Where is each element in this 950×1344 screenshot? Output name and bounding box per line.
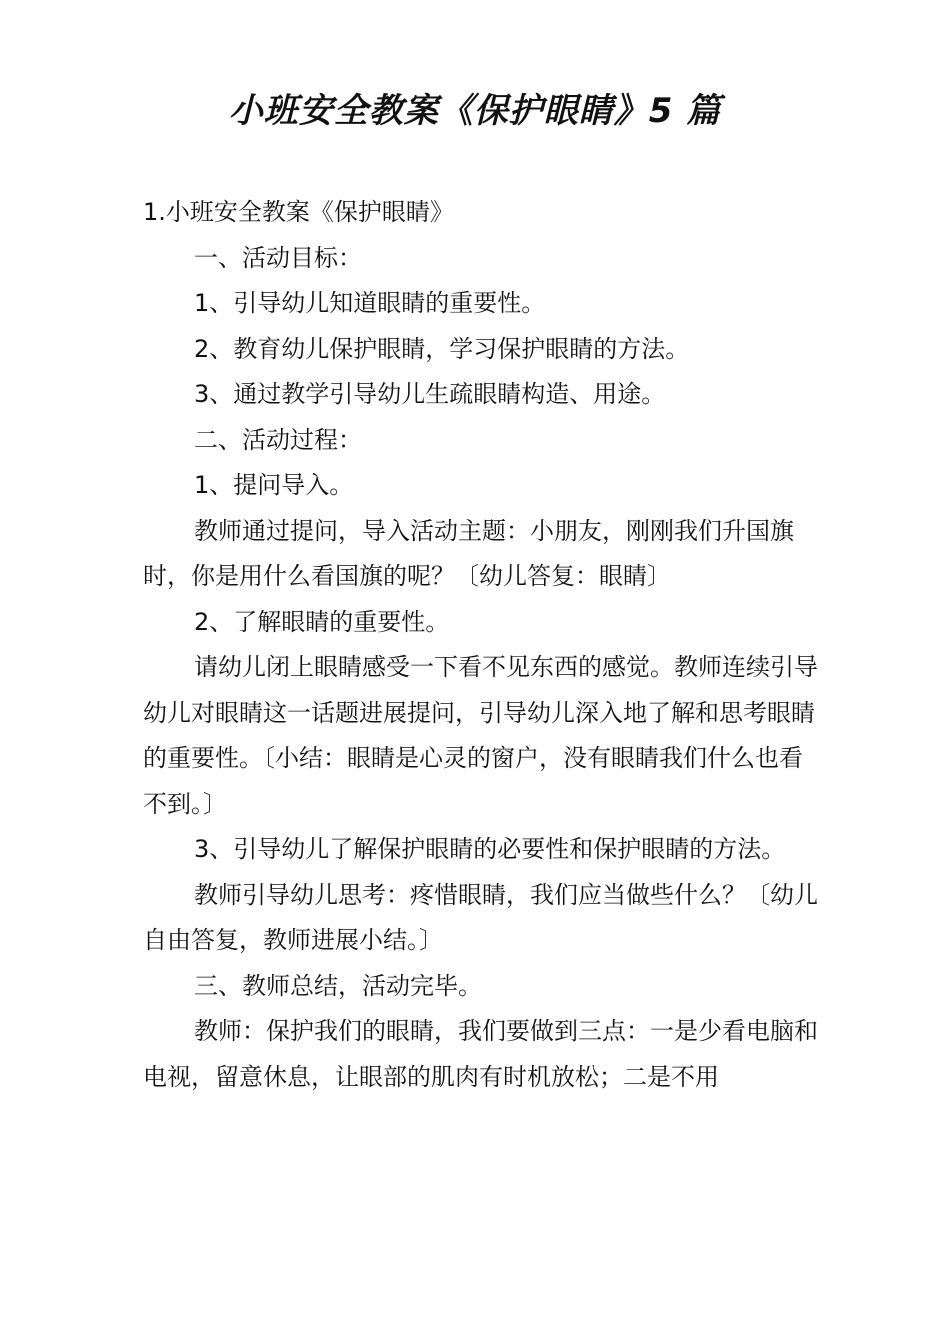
paragraph: 2、了解眼睛的重要性。 <box>194 607 450 636</box>
paragraph: 请幼儿闭上眼睛感受一下看不见东西的感觉。教师连续引导幼儿对眼睛这一话题进展提问，引导幼儿深入地了解和思考眼睛的重要性。〔小结：眼睛是心灵的窗户，没有眼睛我们什么也看不到。〕 <box>143 653 818 818</box>
section-heading: 1.小班安全教案《保护眼睛》 <box>143 198 454 226</box>
paragraph: 二、活动过程： <box>194 425 362 454</box>
document-title: 小班安全教案《保护眼睛》5 篇 <box>228 91 722 131</box>
paragraph: 1、引导幼儿知道眼睛的重要性。 <box>194 289 546 317</box>
paragraph: 1、提问导入。 <box>194 471 354 499</box>
document-body <box>143 190 823 1100</box>
paragraph: 三、教师总结，活动完毕。 <box>194 971 482 1000</box>
paragraph: 教师通过提问，导入活动主题：小朋友，刚刚我们升国旗时，你是用什么看国旗的呢？〔幼儿答复：眼睛〕 <box>143 516 794 590</box>
paragraph: 教师引导幼儿思考：疼惜眼睛，我们应当做些什么？〔幼儿自由答复，教师进展小结。〕 <box>143 880 818 954</box>
paragraph: 教师：保护我们的眼睛，我们要做到三点：一是少看电脑和电视，留意休息，让眼部的肌肉有时机放松；二是不用 <box>143 1017 818 1091</box>
paragraph: 3、引导幼儿了解保护眼睛的必要性和保护眼睛的方法。 <box>194 835 786 863</box>
paragraph: 一、活动目标： <box>194 243 362 272</box>
paragraph: 2、教育幼儿保护眼睛，学习保护眼睛的方法。 <box>194 334 690 363</box>
paragraph: 3、通过教学引导幼儿生疏眼睛构造、用途。 <box>194 380 666 408</box>
